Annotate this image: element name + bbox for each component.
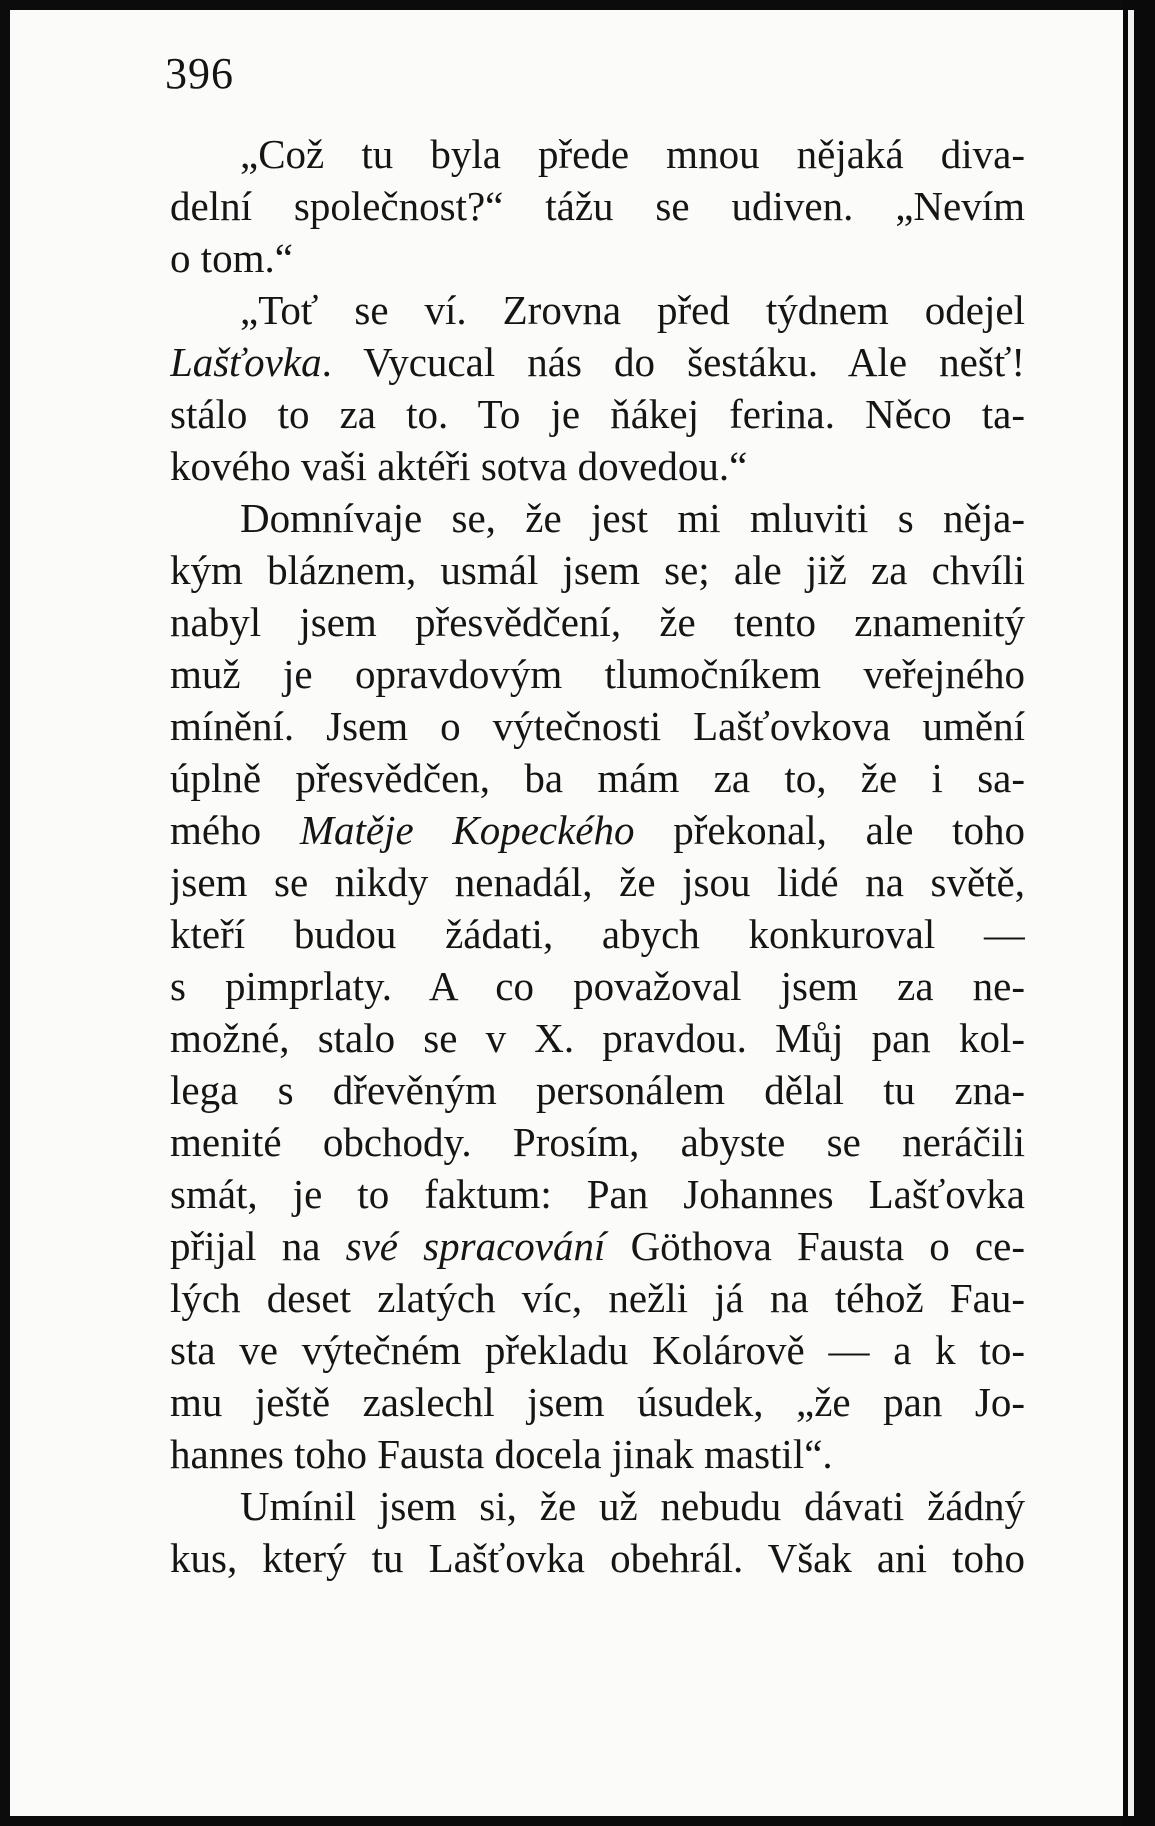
text-line	[170, 336, 1025, 388]
text-line: muž je opravdovým tlumočníkem veřejného	[170, 651, 1025, 697]
body-text	[170, 128, 1025, 1584]
text-span: překonal, ale toho	[634, 807, 1025, 853]
text-line	[170, 1220, 1025, 1272]
text-line: kteří budou žádati, abych konkuroval —	[170, 911, 1025, 957]
text-line: mínění. Jsem o výtečnosti Lašťovkova umění	[170, 703, 1025, 749]
text-line: hannes toho Fausta docela jinak mastil“.	[170, 1431, 833, 1477]
text-span: Göthova Fausta o ce-	[605, 1223, 1025, 1269]
text-line: kým bláznem, usmál jsem se; ale již za chvíli	[170, 547, 1025, 593]
text-span: . Vycucal nás do šestáku. Ale nešť!	[321, 339, 1025, 385]
italic-text: Matěje Kopeckého	[299, 807, 635, 853]
text-line: kového vaši aktéři sotva dovedou.“	[170, 443, 748, 489]
text-line: lega s dřevěným personálem dělal tu zna-	[170, 1067, 1025, 1113]
italic-text: Lašťovka	[170, 339, 322, 385]
text-line: Umínil jsem si, že už nebudu dávati žádný	[240, 1483, 1025, 1529]
text-line: sta ve výtečném překladu Kolárově — a k to-	[170, 1327, 1025, 1373]
text-line: úplně přesvědčen, ba mám za to, že i sa-	[170, 755, 1025, 801]
text-line: s pimprlaty. A co považoval jsem za ne-	[170, 963, 1025, 1009]
text-line: stálo to za to. To je ňákej ferina. Něco ta-	[170, 391, 1025, 437]
text-line: lých deset zlatých víc, nežli já na téhož Fau-	[170, 1275, 1025, 1321]
text-line	[170, 804, 1025, 856]
text-line: možné, stalo se v X. pravdou. Můj pan kol-	[170, 1015, 1025, 1061]
page-number: 396	[165, 49, 234, 98]
text-line: jsem se nikdy nenadál, že jsou lidé na světě,	[170, 859, 1025, 905]
text-span: přijal na	[170, 1223, 346, 1269]
text-line: Domnívaje se, že jest mi mluviti s něja-	[240, 495, 1025, 541]
text-line: delní společnost?“ tážu se udiven. „Nevím	[170, 183, 1025, 229]
text-span: mého	[170, 807, 300, 853]
text-line: o tom.“	[170, 235, 293, 281]
text-line: „Což tu byla přede mnou nějaká diva-	[240, 131, 1025, 177]
text-line: menité obchody. Prosím, abyste se neráčili	[170, 1119, 1025, 1165]
page-edge-strip	[1128, 10, 1134, 1816]
text-line: smát, je to faktum: Pan Johannes Lašťovka	[170, 1171, 1025, 1217]
text-line: kus, který tu Lašťovka obehrál. Však ani toho	[170, 1535, 1025, 1581]
italic-text: své spracování	[345, 1223, 606, 1269]
text-line: nabyl jsem přesvědčení, že tento znamenitý	[170, 599, 1025, 645]
text-line: mu ještě zaslechl jsem úsudek, „že pan Jo-	[170, 1379, 1025, 1425]
text-line: „Toť se ví. Zrovna před týdnem odejel	[240, 287, 1025, 333]
